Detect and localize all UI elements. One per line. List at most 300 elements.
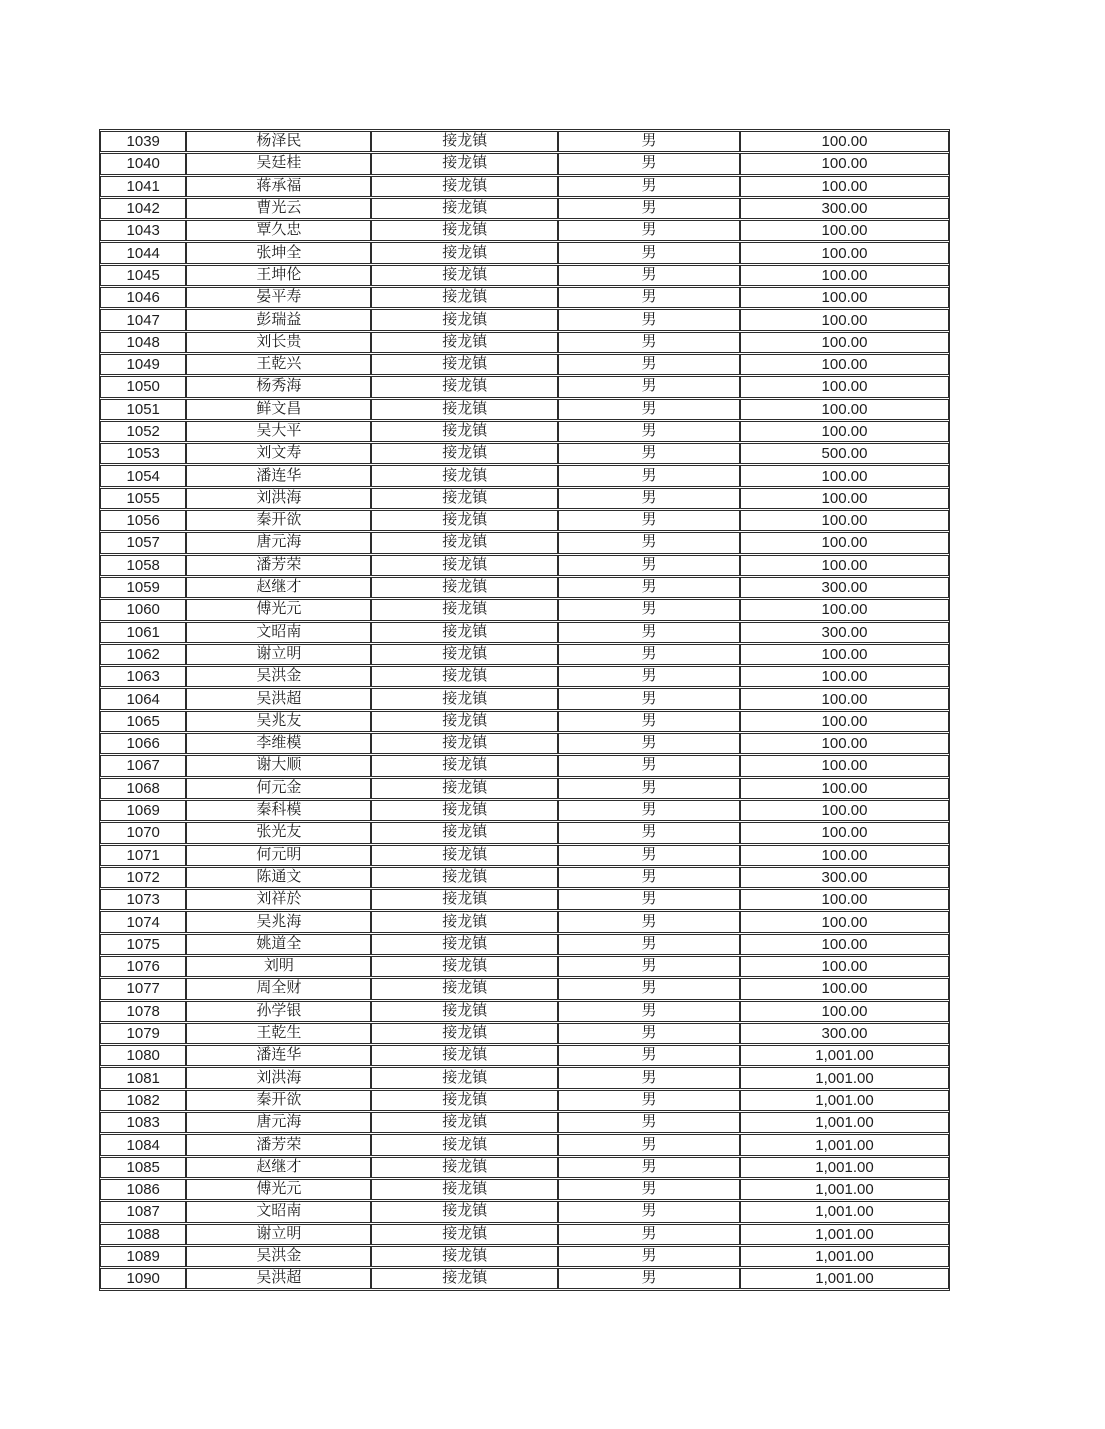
table-row bbox=[100, 131, 949, 152]
table-row bbox=[100, 465, 949, 486]
amount-cell: 1,001.00 bbox=[740, 1112, 949, 1133]
town-cell: 接龙镇 bbox=[371, 1001, 558, 1022]
table-row bbox=[100, 220, 949, 241]
table-row bbox=[100, 956, 949, 977]
gender-cell: 男 bbox=[558, 1112, 740, 1133]
serial-number-cell: 1076 bbox=[100, 956, 186, 977]
amount-cell: 100.00 bbox=[740, 153, 949, 174]
town-cell: 接龙镇 bbox=[371, 309, 558, 330]
gender-cell: 男 bbox=[558, 1179, 740, 1200]
amount-cell: 100.00 bbox=[740, 220, 949, 241]
serial-number-cell: 1080 bbox=[100, 1045, 186, 1066]
gender-cell: 男 bbox=[558, 577, 740, 598]
person-name-cell: 李维模 bbox=[186, 733, 371, 754]
gender-cell: 男 bbox=[558, 1201, 740, 1222]
amount-cell: 100.00 bbox=[740, 599, 949, 620]
gender-cell: 男 bbox=[558, 287, 740, 308]
amount-cell: 100.00 bbox=[740, 532, 949, 553]
amount-cell: 1,001.00 bbox=[740, 1090, 949, 1111]
person-name-cell: 吴兆海 bbox=[186, 911, 371, 932]
gender-cell: 男 bbox=[558, 622, 740, 643]
table-row bbox=[100, 376, 949, 397]
table-row bbox=[100, 644, 949, 665]
gender-cell: 男 bbox=[558, 1134, 740, 1155]
table-row bbox=[100, 822, 949, 843]
serial-number-cell: 1081 bbox=[100, 1067, 186, 1088]
serial-number-cell: 1071 bbox=[100, 845, 186, 866]
serial-number-cell: 1039 bbox=[100, 131, 186, 152]
town-cell: 接龙镇 bbox=[371, 822, 558, 843]
table-row bbox=[100, 1157, 949, 1178]
amount-cell: 100.00 bbox=[740, 822, 949, 843]
person-name-cell: 唐元海 bbox=[186, 1112, 371, 1133]
town-cell: 接龙镇 bbox=[371, 577, 558, 598]
serial-number-cell: 1055 bbox=[100, 488, 186, 509]
person-name-cell: 王坤伦 bbox=[186, 265, 371, 286]
serial-number-cell: 1087 bbox=[100, 1201, 186, 1222]
serial-number-cell: 1066 bbox=[100, 733, 186, 754]
amount-cell: 100.00 bbox=[740, 265, 949, 286]
town-cell: 接龙镇 bbox=[371, 666, 558, 687]
person-name-cell: 鲜文昌 bbox=[186, 399, 371, 420]
amount-cell: 100.00 bbox=[740, 465, 949, 486]
gender-cell: 男 bbox=[558, 265, 740, 286]
gender-cell: 男 bbox=[558, 421, 740, 442]
person-name-cell: 张光友 bbox=[186, 822, 371, 843]
gender-cell: 男 bbox=[558, 599, 740, 620]
gender-cell: 男 bbox=[558, 1023, 740, 1044]
amount-cell: 100.00 bbox=[740, 666, 949, 687]
serial-number-cell: 1051 bbox=[100, 399, 186, 420]
amount-cell: 100.00 bbox=[740, 778, 949, 799]
person-name-cell: 潘连华 bbox=[186, 465, 371, 486]
gender-cell: 男 bbox=[558, 131, 740, 152]
person-name-cell: 秦开欲 bbox=[186, 1090, 371, 1111]
town-cell: 接龙镇 bbox=[371, 465, 558, 486]
table-row bbox=[100, 1090, 949, 1111]
person-name-cell: 吴洪金 bbox=[186, 1246, 371, 1267]
serial-number-cell: 1073 bbox=[100, 889, 186, 910]
person-name-cell: 谢立明 bbox=[186, 644, 371, 665]
table-row bbox=[100, 443, 949, 464]
table-row bbox=[100, 510, 949, 531]
town-cell: 接龙镇 bbox=[371, 755, 558, 776]
amount-cell: 1,001.00 bbox=[740, 1157, 949, 1178]
amount-cell: 100.00 bbox=[740, 644, 949, 665]
town-cell: 接龙镇 bbox=[371, 978, 558, 999]
serial-number-cell: 1069 bbox=[100, 800, 186, 821]
amount-cell: 100.00 bbox=[740, 911, 949, 932]
gender-cell: 男 bbox=[558, 1045, 740, 1066]
table-row bbox=[100, 599, 949, 620]
gender-cell: 男 bbox=[558, 666, 740, 687]
serial-number-cell: 1082 bbox=[100, 1090, 186, 1111]
amount-cell: 100.00 bbox=[740, 1001, 949, 1022]
town-cell: 接龙镇 bbox=[371, 956, 558, 977]
person-name-cell: 吴大平 bbox=[186, 421, 371, 442]
person-name-cell: 秦科模 bbox=[186, 800, 371, 821]
person-name-cell: 谢立明 bbox=[186, 1224, 371, 1245]
town-cell: 接龙镇 bbox=[371, 1023, 558, 1044]
person-name-cell: 吴洪超 bbox=[186, 1268, 371, 1289]
gender-cell: 男 bbox=[558, 733, 740, 754]
serial-number-cell: 1046 bbox=[100, 287, 186, 308]
table-row bbox=[100, 1045, 949, 1066]
amount-cell: 300.00 bbox=[740, 622, 949, 643]
person-name-cell: 刘明 bbox=[186, 956, 371, 977]
table-row bbox=[100, 688, 949, 709]
table-row bbox=[100, 778, 949, 799]
town-cell: 接龙镇 bbox=[371, 176, 558, 197]
table-row bbox=[100, 1112, 949, 1133]
serial-number-cell: 1063 bbox=[100, 666, 186, 687]
person-name-cell: 杨秀海 bbox=[186, 376, 371, 397]
town-cell: 接龙镇 bbox=[371, 1067, 558, 1088]
amount-cell: 100.00 bbox=[740, 978, 949, 999]
person-name-cell: 孙学银 bbox=[186, 1001, 371, 1022]
gender-cell: 男 bbox=[558, 510, 740, 531]
serial-number-cell: 1079 bbox=[100, 1023, 186, 1044]
town-cell: 接龙镇 bbox=[371, 644, 558, 665]
town-cell: 接龙镇 bbox=[371, 711, 558, 732]
gender-cell: 男 bbox=[558, 1001, 740, 1022]
gender-cell: 男 bbox=[558, 911, 740, 932]
amount-cell: 1,001.00 bbox=[740, 1268, 949, 1289]
gender-cell: 男 bbox=[558, 488, 740, 509]
town-cell: 接龙镇 bbox=[371, 889, 558, 910]
town-cell: 接龙镇 bbox=[371, 510, 558, 531]
town-cell: 接龙镇 bbox=[371, 332, 558, 353]
table-row bbox=[100, 845, 949, 866]
gender-cell: 男 bbox=[558, 822, 740, 843]
person-name-cell: 何元金 bbox=[186, 778, 371, 799]
person-name-cell: 王乾兴 bbox=[186, 354, 371, 375]
gender-cell: 男 bbox=[558, 1090, 740, 1111]
gender-cell: 男 bbox=[558, 376, 740, 397]
town-cell: 接龙镇 bbox=[371, 1112, 558, 1133]
person-name-cell: 赵继才 bbox=[186, 577, 371, 598]
amount-cell: 1,001.00 bbox=[740, 1179, 949, 1200]
town-cell: 接龙镇 bbox=[371, 688, 558, 709]
town-cell: 接龙镇 bbox=[371, 265, 558, 286]
town-cell: 接龙镇 bbox=[371, 153, 558, 174]
gender-cell: 男 bbox=[558, 309, 740, 330]
gender-cell: 男 bbox=[558, 176, 740, 197]
table-row bbox=[100, 532, 949, 553]
serial-number-cell: 1086 bbox=[100, 1179, 186, 1200]
table-row bbox=[100, 1067, 949, 1088]
person-name-cell: 彭瑞益 bbox=[186, 309, 371, 330]
person-name-cell: 姚道全 bbox=[186, 934, 371, 955]
table-row bbox=[100, 198, 949, 219]
serial-number-cell: 1075 bbox=[100, 934, 186, 955]
town-cell: 接龙镇 bbox=[371, 198, 558, 219]
town-cell: 接龙镇 bbox=[371, 934, 558, 955]
roster-table-body bbox=[100, 131, 949, 1289]
gender-cell: 男 bbox=[558, 889, 740, 910]
serial-number-cell: 1089 bbox=[100, 1246, 186, 1267]
table-row bbox=[100, 755, 949, 776]
person-name-cell: 王乾生 bbox=[186, 1023, 371, 1044]
person-name-cell: 陈通文 bbox=[186, 867, 371, 888]
amount-cell: 100.00 bbox=[740, 555, 949, 576]
person-name-cell: 傅光元 bbox=[186, 599, 371, 620]
spreadsheet-page bbox=[99, 129, 950, 1291]
town-cell: 接龙镇 bbox=[371, 1224, 558, 1245]
table-row bbox=[100, 1179, 949, 1200]
town-cell: 接龙镇 bbox=[371, 800, 558, 821]
table-row bbox=[100, 622, 949, 643]
serial-number-cell: 1049 bbox=[100, 354, 186, 375]
amount-cell: 100.00 bbox=[740, 733, 949, 754]
town-cell: 接龙镇 bbox=[371, 599, 558, 620]
table-row bbox=[100, 242, 949, 263]
serial-number-cell: 1057 bbox=[100, 532, 186, 553]
amount-cell: 100.00 bbox=[740, 800, 949, 821]
table-row bbox=[100, 711, 949, 732]
gender-cell: 男 bbox=[558, 242, 740, 263]
table-row bbox=[100, 309, 949, 330]
gender-cell: 男 bbox=[558, 845, 740, 866]
gender-cell: 男 bbox=[558, 644, 740, 665]
town-cell: 接龙镇 bbox=[371, 399, 558, 420]
serial-number-cell: 1090 bbox=[100, 1268, 186, 1289]
town-cell: 接龙镇 bbox=[371, 354, 558, 375]
person-name-cell: 曹光云 bbox=[186, 198, 371, 219]
town-cell: 接龙镇 bbox=[371, 488, 558, 509]
table-row bbox=[100, 978, 949, 999]
table-row bbox=[100, 934, 949, 955]
serial-number-cell: 1078 bbox=[100, 1001, 186, 1022]
serial-number-cell: 1050 bbox=[100, 376, 186, 397]
gender-cell: 男 bbox=[558, 153, 740, 174]
town-cell: 接龙镇 bbox=[371, 376, 558, 397]
table-row bbox=[100, 733, 949, 754]
serial-number-cell: 1068 bbox=[100, 778, 186, 799]
gender-cell: 男 bbox=[558, 1246, 740, 1267]
serial-number-cell: 1061 bbox=[100, 622, 186, 643]
person-name-cell: 吴洪超 bbox=[186, 688, 371, 709]
gender-cell: 男 bbox=[558, 778, 740, 799]
table-row bbox=[100, 889, 949, 910]
gender-cell: 男 bbox=[558, 688, 740, 709]
town-cell: 接龙镇 bbox=[371, 1134, 558, 1155]
table-row bbox=[100, 1134, 949, 1155]
serial-number-cell: 1077 bbox=[100, 978, 186, 999]
person-name-cell: 杨泽民 bbox=[186, 131, 371, 152]
person-name-cell: 文昭南 bbox=[186, 622, 371, 643]
amount-cell: 100.00 bbox=[740, 131, 949, 152]
person-name-cell: 潘连华 bbox=[186, 1045, 371, 1066]
town-cell: 接龙镇 bbox=[371, 778, 558, 799]
person-name-cell: 吴兆友 bbox=[186, 711, 371, 732]
serial-number-cell: 1065 bbox=[100, 711, 186, 732]
person-name-cell: 潘芳荣 bbox=[186, 1134, 371, 1155]
amount-cell: 100.00 bbox=[740, 688, 949, 709]
town-cell: 接龙镇 bbox=[371, 1179, 558, 1200]
town-cell: 接龙镇 bbox=[371, 911, 558, 932]
serial-number-cell: 1060 bbox=[100, 599, 186, 620]
person-name-cell: 刘文寿 bbox=[186, 443, 371, 464]
table-row bbox=[100, 555, 949, 576]
town-cell: 接龙镇 bbox=[371, 532, 558, 553]
table-row bbox=[100, 1246, 949, 1267]
serial-number-cell: 1042 bbox=[100, 198, 186, 219]
town-cell: 接龙镇 bbox=[371, 555, 558, 576]
table-row bbox=[100, 265, 949, 286]
serial-number-cell: 1058 bbox=[100, 555, 186, 576]
table-row bbox=[100, 354, 949, 375]
table-row bbox=[100, 421, 949, 442]
gender-cell: 男 bbox=[558, 198, 740, 219]
serial-number-cell: 1053 bbox=[100, 443, 186, 464]
town-cell: 接龙镇 bbox=[371, 1246, 558, 1267]
gender-cell: 男 bbox=[558, 532, 740, 553]
person-name-cell: 刘长贵 bbox=[186, 332, 371, 353]
amount-cell: 100.00 bbox=[740, 376, 949, 397]
person-name-cell: 吴廷桂 bbox=[186, 153, 371, 174]
person-name-cell: 刘洪海 bbox=[186, 488, 371, 509]
person-name-cell: 张坤全 bbox=[186, 242, 371, 263]
person-name-cell: 周全财 bbox=[186, 978, 371, 999]
amount-cell: 100.00 bbox=[740, 488, 949, 509]
table-row bbox=[100, 1224, 949, 1245]
amount-cell: 100.00 bbox=[740, 242, 949, 263]
town-cell: 接龙镇 bbox=[371, 421, 558, 442]
table-row bbox=[100, 332, 949, 353]
gender-cell: 男 bbox=[558, 1224, 740, 1245]
gender-cell: 男 bbox=[558, 956, 740, 977]
amount-cell: 100.00 bbox=[740, 176, 949, 197]
table-row bbox=[100, 1201, 949, 1222]
person-name-cell: 赵继才 bbox=[186, 1157, 371, 1178]
table-row bbox=[100, 176, 949, 197]
table-row bbox=[100, 399, 949, 420]
serial-number-cell: 1048 bbox=[100, 332, 186, 353]
amount-cell: 100.00 bbox=[740, 889, 949, 910]
gender-cell: 男 bbox=[558, 1268, 740, 1289]
amount-cell: 100.00 bbox=[740, 956, 949, 977]
serial-number-cell: 1047 bbox=[100, 309, 186, 330]
amount-cell: 100.00 bbox=[740, 510, 949, 531]
amount-cell: 100.00 bbox=[740, 332, 949, 353]
amount-cell: 300.00 bbox=[740, 867, 949, 888]
town-cell: 接龙镇 bbox=[371, 1090, 558, 1111]
amount-cell: 100.00 bbox=[740, 309, 949, 330]
serial-number-cell: 1083 bbox=[100, 1112, 186, 1133]
gender-cell: 男 bbox=[558, 800, 740, 821]
gender-cell: 男 bbox=[558, 755, 740, 776]
person-name-cell: 谢大顺 bbox=[186, 755, 371, 776]
gender-cell: 男 bbox=[558, 555, 740, 576]
amount-cell: 1,001.00 bbox=[740, 1067, 949, 1088]
gender-cell: 男 bbox=[558, 399, 740, 420]
person-name-cell: 唐元海 bbox=[186, 532, 371, 553]
town-cell: 接龙镇 bbox=[371, 1268, 558, 1289]
serial-number-cell: 1074 bbox=[100, 911, 186, 932]
gender-cell: 男 bbox=[558, 934, 740, 955]
gender-cell: 男 bbox=[558, 332, 740, 353]
amount-cell: 100.00 bbox=[740, 354, 949, 375]
table-row bbox=[100, 911, 949, 932]
serial-number-cell: 1085 bbox=[100, 1157, 186, 1178]
table-row bbox=[100, 153, 949, 174]
person-name-cell: 文昭南 bbox=[186, 1201, 371, 1222]
town-cell: 接龙镇 bbox=[371, 845, 558, 866]
town-cell: 接龙镇 bbox=[371, 287, 558, 308]
gender-cell: 男 bbox=[558, 978, 740, 999]
town-cell: 接龙镇 bbox=[371, 1201, 558, 1222]
gender-cell: 男 bbox=[558, 354, 740, 375]
gender-cell: 男 bbox=[558, 443, 740, 464]
table-row bbox=[100, 867, 949, 888]
serial-number-cell: 1040 bbox=[100, 153, 186, 174]
amount-cell: 500.00 bbox=[740, 443, 949, 464]
serial-number-cell: 1067 bbox=[100, 755, 186, 776]
person-name-cell: 吴洪金 bbox=[186, 666, 371, 687]
town-cell: 接龙镇 bbox=[371, 867, 558, 888]
amount-cell: 300.00 bbox=[740, 1023, 949, 1044]
amount-cell: 100.00 bbox=[740, 421, 949, 442]
roster-table bbox=[99, 129, 950, 1291]
town-cell: 接龙镇 bbox=[371, 1157, 558, 1178]
amount-cell: 1,001.00 bbox=[740, 1134, 949, 1155]
amount-cell: 100.00 bbox=[740, 287, 949, 308]
amount-cell: 100.00 bbox=[740, 934, 949, 955]
amount-cell: 1,001.00 bbox=[740, 1045, 949, 1066]
serial-number-cell: 1072 bbox=[100, 867, 186, 888]
table-row bbox=[100, 800, 949, 821]
serial-number-cell: 1088 bbox=[100, 1224, 186, 1245]
serial-number-cell: 1070 bbox=[100, 822, 186, 843]
gender-cell: 男 bbox=[558, 1067, 740, 1088]
serial-number-cell: 1064 bbox=[100, 688, 186, 709]
serial-number-cell: 1056 bbox=[100, 510, 186, 531]
amount-cell: 100.00 bbox=[740, 845, 949, 866]
town-cell: 接龙镇 bbox=[371, 443, 558, 464]
serial-number-cell: 1062 bbox=[100, 644, 186, 665]
town-cell: 接龙镇 bbox=[371, 220, 558, 241]
person-name-cell: 蒋承福 bbox=[186, 176, 371, 197]
serial-number-cell: 1084 bbox=[100, 1134, 186, 1155]
person-name-cell: 潘芳荣 bbox=[186, 555, 371, 576]
amount-cell: 300.00 bbox=[740, 198, 949, 219]
amount-cell: 100.00 bbox=[740, 711, 949, 732]
person-name-cell: 覃久忠 bbox=[186, 220, 371, 241]
amount-cell: 1,001.00 bbox=[740, 1201, 949, 1222]
serial-number-cell: 1052 bbox=[100, 421, 186, 442]
amount-cell: 100.00 bbox=[740, 755, 949, 776]
serial-number-cell: 1044 bbox=[100, 242, 186, 263]
town-cell: 接龙镇 bbox=[371, 242, 558, 263]
gender-cell: 男 bbox=[558, 711, 740, 732]
gender-cell: 男 bbox=[558, 465, 740, 486]
table-row bbox=[100, 1023, 949, 1044]
person-name-cell: 傅光元 bbox=[186, 1179, 371, 1200]
amount-cell: 300.00 bbox=[740, 577, 949, 598]
town-cell: 接龙镇 bbox=[371, 1045, 558, 1066]
serial-number-cell: 1043 bbox=[100, 220, 186, 241]
person-name-cell: 晏平寿 bbox=[186, 287, 371, 308]
table-row bbox=[100, 1001, 949, 1022]
table-row bbox=[100, 577, 949, 598]
town-cell: 接龙镇 bbox=[371, 622, 558, 643]
table-row bbox=[100, 488, 949, 509]
person-name-cell: 刘洪海 bbox=[186, 1067, 371, 1088]
serial-number-cell: 1054 bbox=[100, 465, 186, 486]
amount-cell: 100.00 bbox=[740, 399, 949, 420]
town-cell: 接龙镇 bbox=[371, 733, 558, 754]
